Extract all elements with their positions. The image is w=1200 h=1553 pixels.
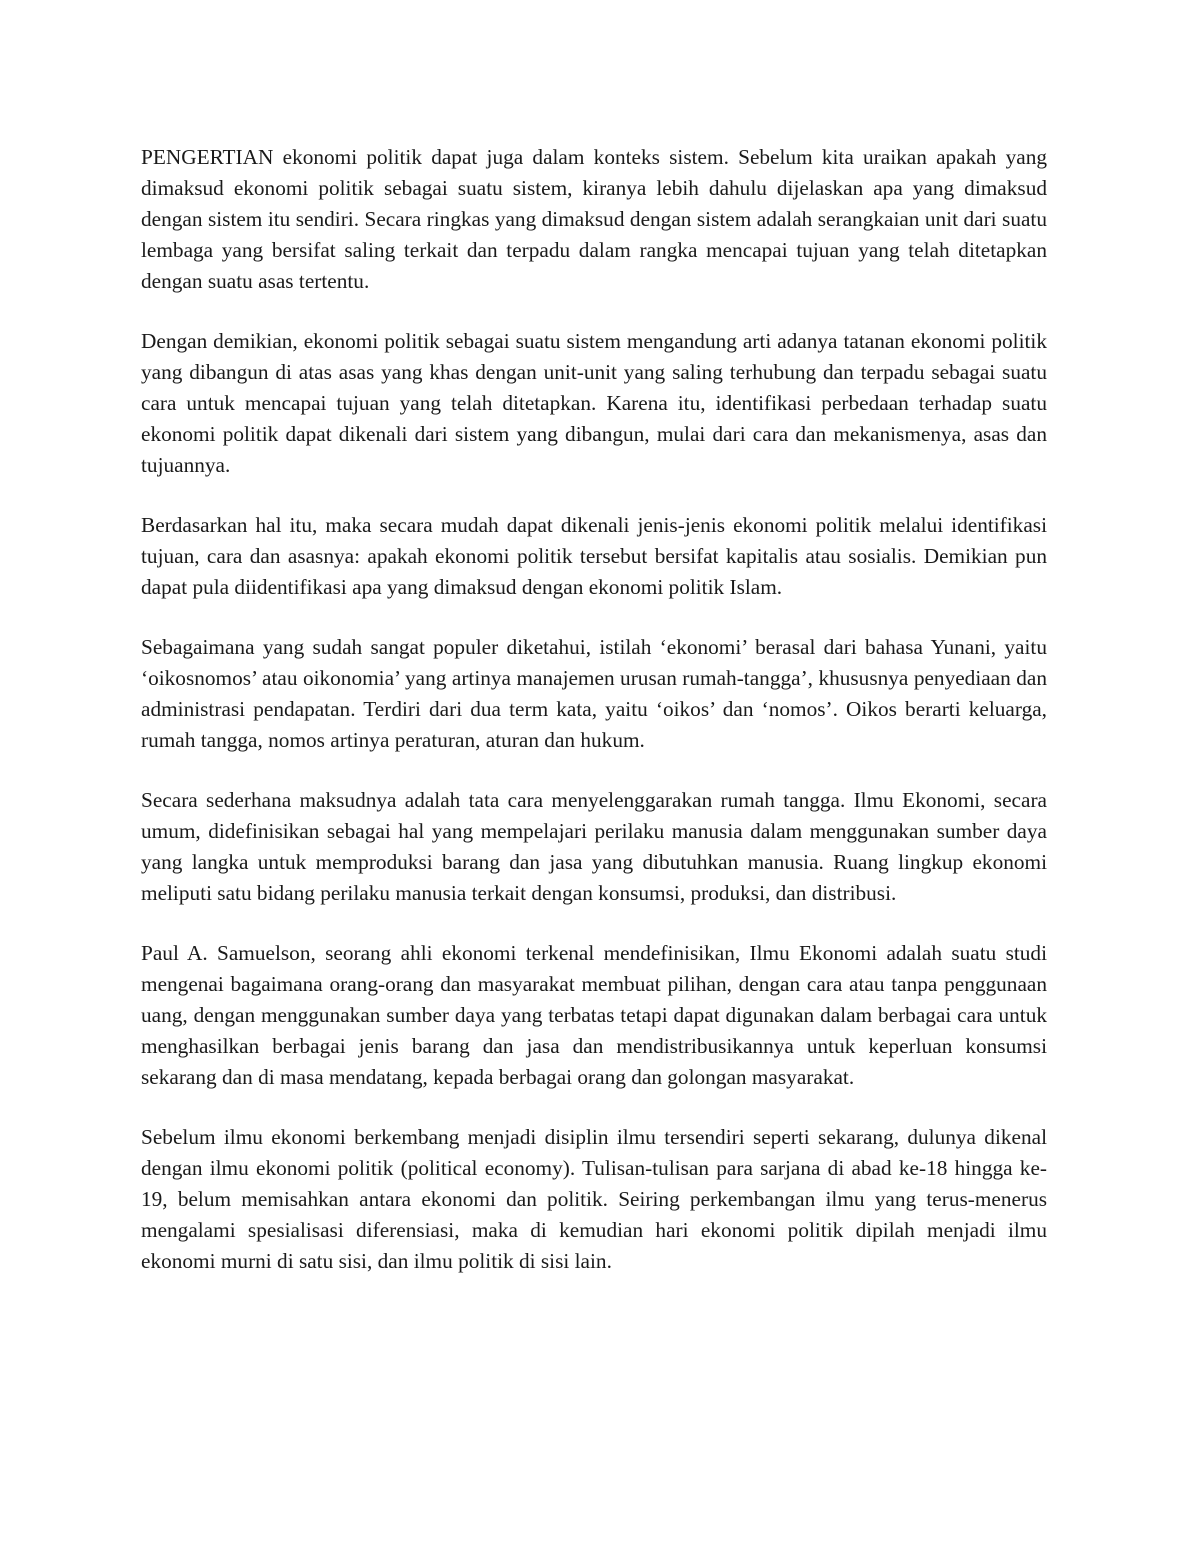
paragraph-2: Dengan demikian, ekonomi politik sebagai suatu sistem mengandung arti adanya tatanan ekonomi politik yang dibangun di atas asas yang khas dengan unit-unit yang saling terhubung dan terpadu sebagai suatu cara untuk mencapai tujuan yang telah ditetapkan. Karena itu, identifikasi perbedaan terhadap suatu ekonomi politik dapat dikenali dari sistem yang dibangun, mulai dari cara dan mekanismenya, asas dan tujuannya.	[141, 329, 1053, 477]
paragraph-4: Sebagaimana yang sudah sangat populer diketahui, istilah ‘ekonomi’ berasal dari bahasa Yunani, yaitu ‘oikosnomos’ atau oikonomia’ yang artinya manajemen urusan rumah-tangga’, khususnya penyediaan dan administrasi pendapatan. Terdiri dari dua term kata, yaitu ‘oikos’ dan ‘nomos’. Oikos berarti keluarga, rumah tangga, nomos artinya peraturan, aturan dan hukum.	[141, 635, 1053, 752]
document-page	[141, 142, 1053, 1306]
paragraph-3: Berdasarkan hal itu, maka secara mudah dapat dikenali jenis-jenis ekonomi politik melalui identifikasi tujuan, cara dan asasnya: apakah ekonomi politik tersebut bersifat kapitalis atau sosialis. Demikian pun dapat pula diidentifikasi apa yang dimaksud dengan ekonomi politik Islam.	[141, 513, 1053, 599]
paragraph-6: Paul A. Samuelson, seorang ahli ekonomi terkenal mendefinisikan, Ilmu Ekonomi adalah suatu studi mengenai bagaimana orang-orang dan masyarakat membuat pilihan, dengan cara atau tanpa penggunaan uang, dengan menggunakan sumber daya yang terbatas tetapi dapat digunakan dalam berbagai cara untuk menghasilkan berbagai jenis barang dan jasa dan mendistribusikannya untuk keperluan konsumsi sekarang dan di masa mendatang, kepada berbagai orang dan golongan masyarakat.	[141, 941, 1053, 1089]
paragraph-7: Sebelum ilmu ekonomi berkembang menjadi disiplin ilmu tersendiri seperti sekarang, dulunya dikenal dengan ilmu ekonomi politik (political economy). Tulisan-tulisan para sarjana di abad ke-18 hingga ke-19, belum memisahkan antara ekonomi dan politik. Seiring perkembangan ilmu yang terus-menerus mengalami spesialisasi diferensiasi, maka di kemudian hari ekonomi politik dipilah menjadi ilmu ekonomi murni di satu sisi, dan ilmu politik di sisi lain.	[141, 1125, 1053, 1273]
paragraph-1: PENGERTIAN ekonomi politik dapat juga dalam konteks sistem. Sebelum kita uraikan apakah yang dimaksud ekonomi politik sebagai suatu sistem, kiranya lebih dahulu dijelaskan apa yang dimaksud dengan sistem itu sendiri. Secara ringkas yang dimaksud dengan sistem adalah serangkaian unit dari suatu lembaga yang bersifat saling terkait dan terpadu dalam rangka mencapai tujuan yang telah ditetapkan dengan suatu asas tertentu.	[141, 145, 1053, 293]
paragraph-5: Secara sederhana maksudnya adalah tata cara menyelenggarakan rumah tangga. Ilmu Ekonomi, secara umum, didefinisikan sebagai hal yang mempelajari perilaku manusia dalam menggunakan sumber daya yang langka untuk memproduksi barang dan jasa yang dibutuhkan manusia. Ruang lingkup ekonomi meliputi satu bidang perilaku manusia terkait dengan konsumsi, produksi, dan distribusi.	[141, 788, 1053, 905]
